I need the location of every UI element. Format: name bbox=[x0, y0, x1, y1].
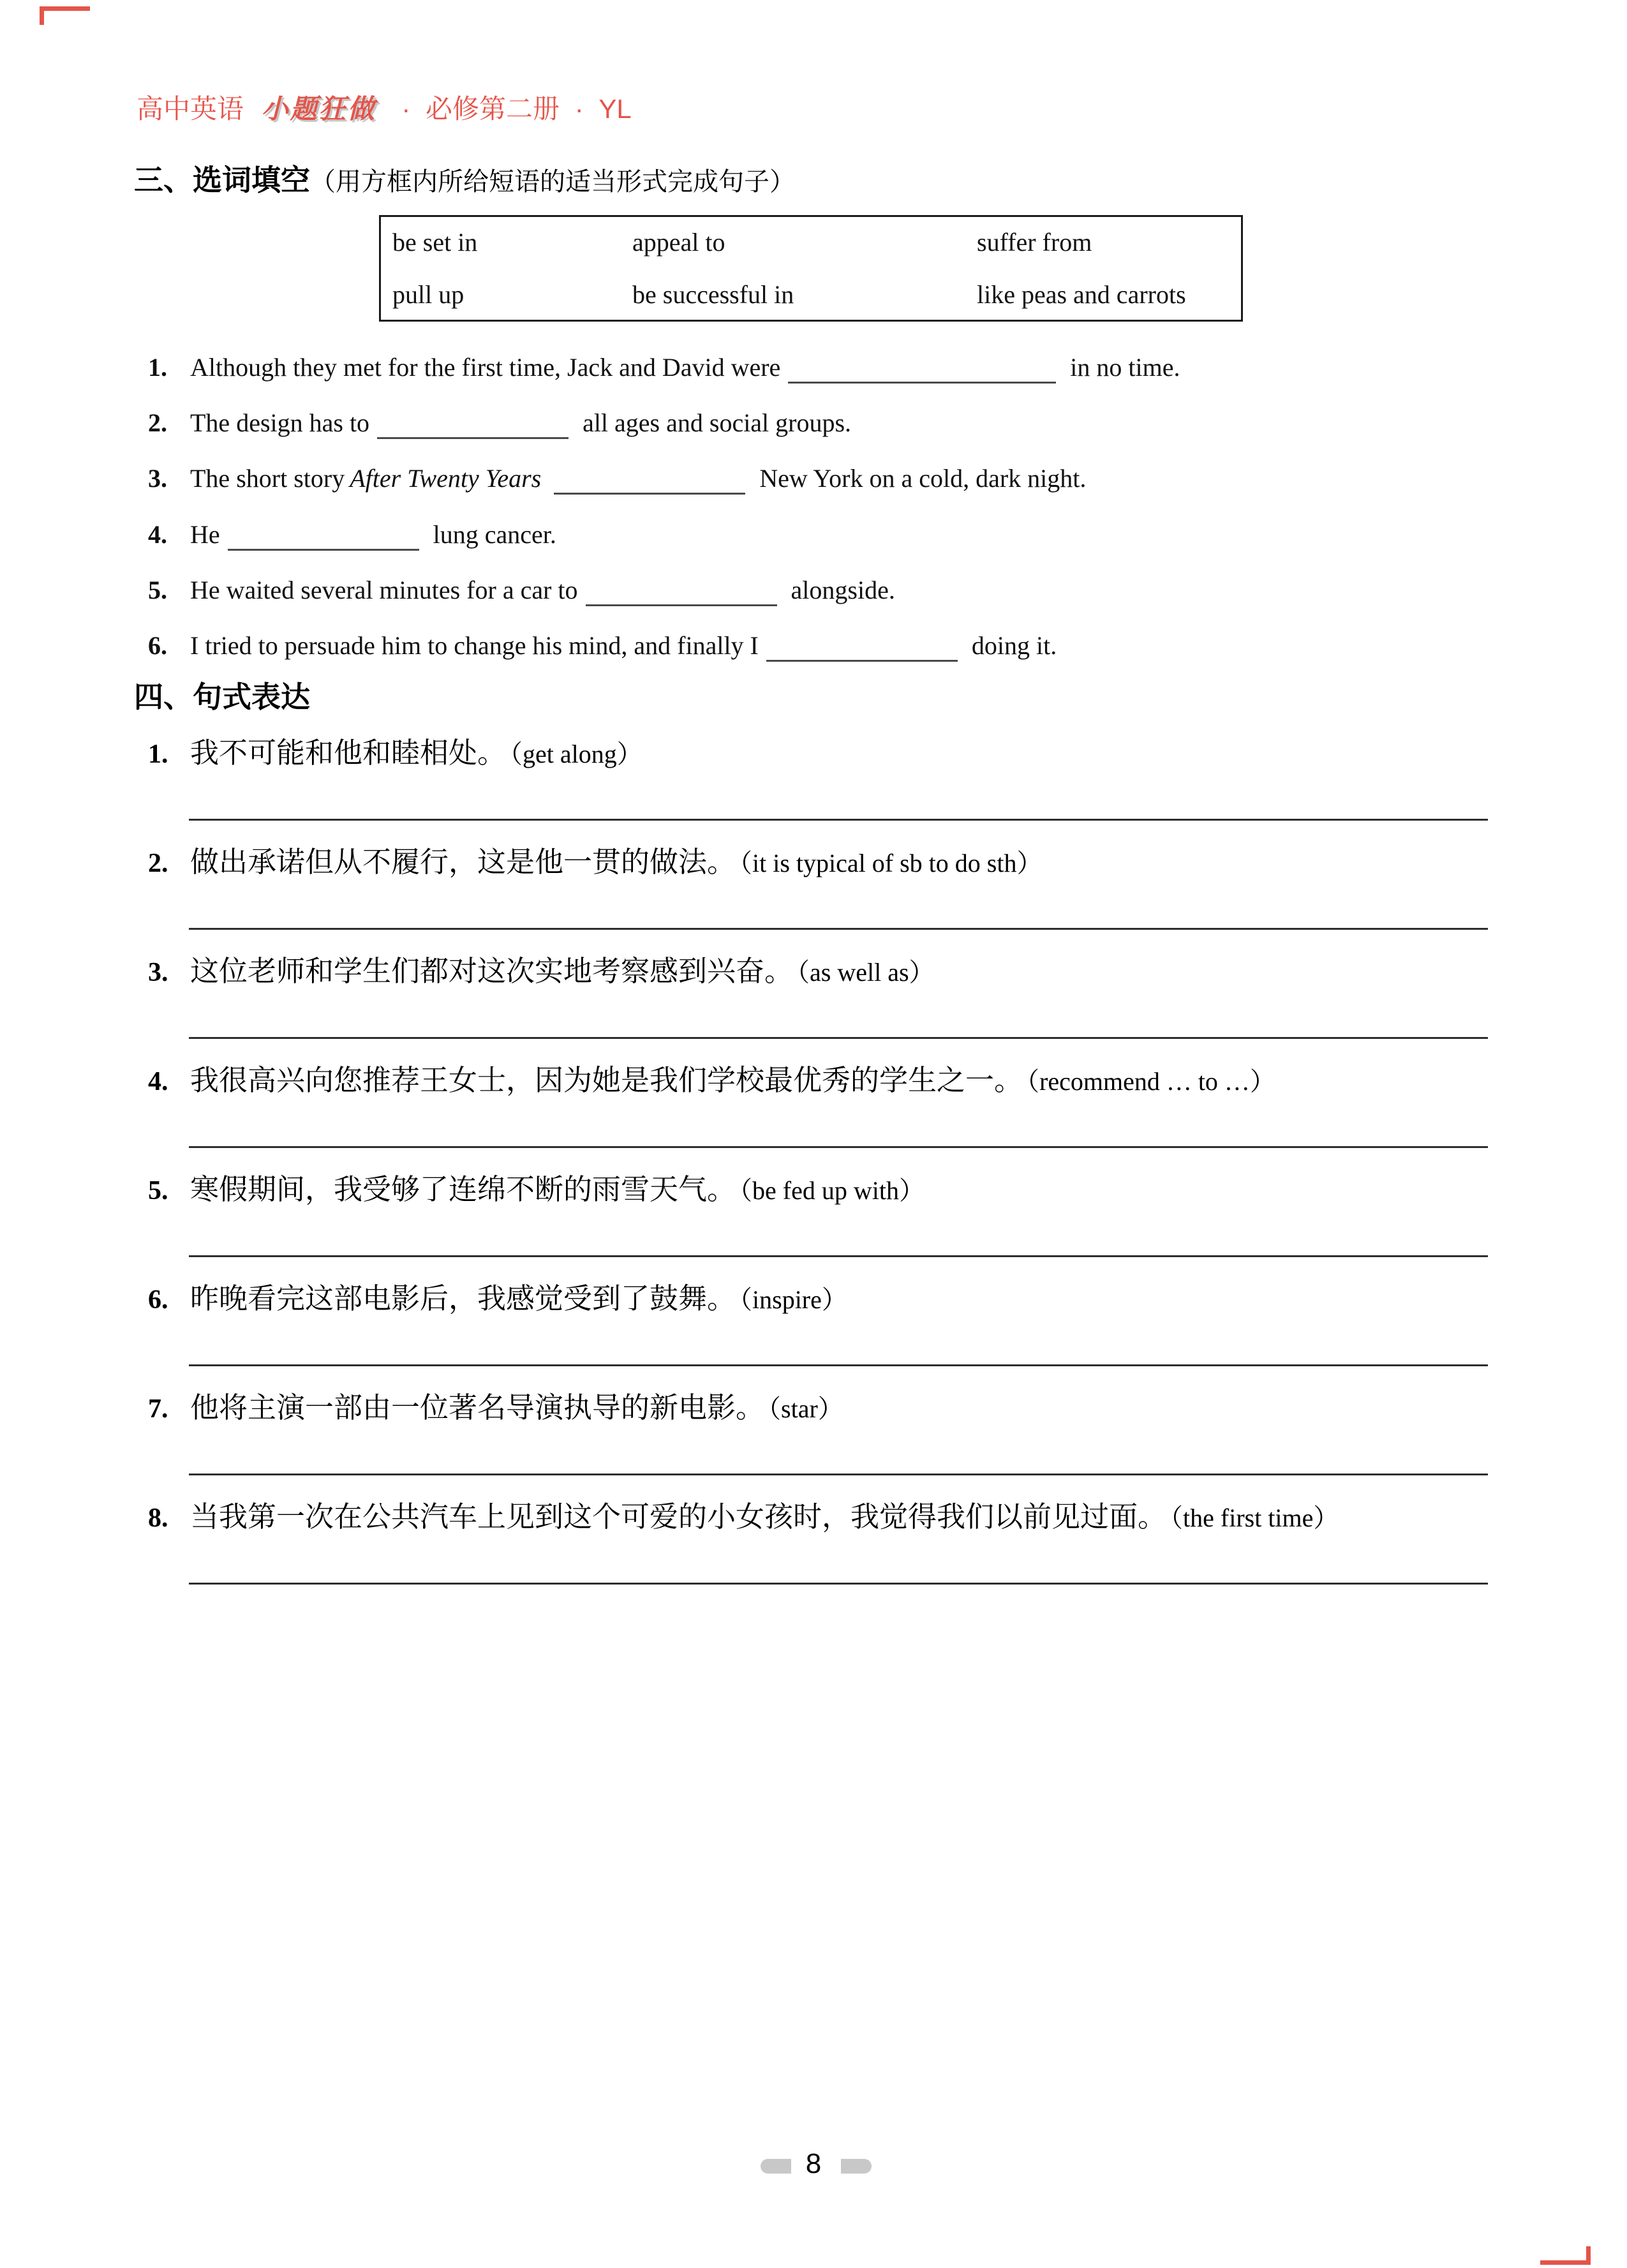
exercise-item bbox=[148, 519, 556, 551]
exercise-item bbox=[148, 1057, 1275, 1098]
item-text: in no time. bbox=[1064, 353, 1180, 382]
exercise-item bbox=[148, 1275, 847, 1317]
answer-line bbox=[189, 928, 1488, 930]
exercise-item bbox=[148, 839, 1042, 880]
item-number: 6. bbox=[148, 631, 167, 660]
item-text: 当我第一次在公共汽车上见到这个可爱的小女孩时，我觉得我们以前见过面。 bbox=[190, 1501, 1167, 1533]
brand-logo: 小题狂做 bbox=[261, 94, 376, 124]
footer-right-pill bbox=[841, 2159, 872, 2174]
item-text: lung cancer. bbox=[426, 520, 556, 549]
exercise-item bbox=[148, 630, 1057, 662]
answer-line bbox=[189, 1583, 1488, 1585]
blank-line bbox=[377, 413, 568, 439]
header-brand: 高中英语 bbox=[137, 94, 244, 124]
italic-title-text: After Twenty Years bbox=[350, 464, 542, 493]
crop-mark-bottom-right bbox=[1540, 2246, 1591, 2265]
item-number: 6. bbox=[148, 1285, 168, 1315]
item-hint: （star） bbox=[768, 1394, 843, 1423]
answer-line bbox=[189, 1146, 1488, 1148]
blank-line bbox=[554, 468, 745, 495]
blank-line bbox=[586, 580, 777, 606]
item-number: 4. bbox=[148, 1067, 168, 1096]
item-number: 2. bbox=[148, 408, 167, 437]
exercise-item bbox=[148, 1166, 925, 1207]
item-text: 这位老师和学生们都对这次实地考察感到兴奋。 bbox=[190, 955, 794, 987]
item-text: I tried to persuade him to change his mind, and finally I bbox=[190, 631, 759, 660]
word-bank-box bbox=[379, 215, 1243, 322]
answer-line bbox=[189, 1364, 1488, 1366]
item-number: 5. bbox=[148, 1176, 168, 1205]
item-text: He bbox=[190, 520, 220, 549]
header-edition: YL bbox=[598, 94, 632, 124]
section3-title bbox=[134, 157, 795, 199]
item-text: Although they met for the first time, Jack and David were bbox=[190, 353, 781, 382]
item-hint: （recommend … to …） bbox=[1027, 1067, 1275, 1096]
crop-mark-top-left bbox=[40, 6, 90, 25]
item-text: 我很高兴向您推荐王女士，因为她是我们学校最优秀的学生之一。 bbox=[190, 1064, 1023, 1096]
exercise-item bbox=[148, 408, 851, 439]
word-bank-phrase: pull up bbox=[392, 280, 464, 309]
item-number: 2. bbox=[148, 849, 168, 878]
exercise-item bbox=[148, 1384, 843, 1426]
word-bank-phrase: like peas and carrots bbox=[977, 280, 1186, 309]
item-number: 5. bbox=[148, 576, 167, 604]
section3-title-text: 三、选词填空 bbox=[134, 163, 310, 197]
item-text: New York on a cold, dark night. bbox=[753, 464, 1087, 493]
blank-line bbox=[788, 357, 1056, 384]
exercise-item bbox=[148, 948, 935, 989]
item-text: doing it. bbox=[965, 631, 1057, 660]
item-number: 4. bbox=[148, 520, 167, 549]
page-number: 8 bbox=[805, 2148, 822, 2179]
item-hint: （as well as） bbox=[797, 958, 935, 987]
section4-title bbox=[134, 674, 310, 716]
word-bank-phrase: appeal to bbox=[632, 228, 725, 257]
word-bank-phrase: be set in bbox=[392, 228, 478, 257]
exercise-item bbox=[148, 1493, 1339, 1535]
section4-title-text: 四、句式表达 bbox=[134, 680, 310, 713]
item-text: The short story bbox=[190, 464, 345, 493]
item-text: 他将主演一部由一位著名导演执导的新电影。 bbox=[190, 1392, 765, 1424]
item-number: 1. bbox=[148, 740, 168, 769]
item-hint: （inspire） bbox=[739, 1285, 847, 1314]
exercise-item bbox=[148, 729, 643, 771]
item-hint: （be fed up with） bbox=[739, 1176, 925, 1205]
item-number: 8. bbox=[148, 1503, 168, 1533]
item-text: 寒假期间，我受够了连绵不断的雨雪天气。 bbox=[190, 1174, 736, 1205]
item-text: He waited several minutes for a car to bbox=[190, 576, 578, 604]
item-number: 7. bbox=[148, 1394, 168, 1424]
blank-line bbox=[766, 636, 958, 662]
header-separator: · bbox=[401, 94, 411, 124]
item-text: 做出承诺但从不履行，这是他一贯的做法。 bbox=[190, 846, 736, 878]
item-text: 昨晚看完这部电影后，我感觉受到了鼓舞。 bbox=[190, 1283, 736, 1315]
answer-line bbox=[189, 1473, 1488, 1475]
exercise-item bbox=[148, 352, 1180, 384]
page-header bbox=[137, 93, 632, 125]
answer-line bbox=[189, 1255, 1488, 1257]
word-bank-phrase: be successful in bbox=[632, 280, 794, 309]
header-volume: 必修第二册 bbox=[426, 94, 560, 124]
item-text: The design has to bbox=[190, 408, 370, 437]
item-number: 3. bbox=[148, 464, 167, 493]
item-hint: （it is typical of sb to do sth） bbox=[739, 849, 1043, 877]
item-number: 3. bbox=[148, 958, 168, 987]
header-separator: · bbox=[574, 94, 584, 124]
word-bank-phrase: suffer from bbox=[977, 228, 1092, 257]
item-text: alongside. bbox=[784, 576, 895, 604]
section3-subtitle: （用方框内所给短语的适当形式完成句子） bbox=[310, 167, 795, 196]
item-text: all ages and social groups. bbox=[576, 408, 852, 437]
item-number: 1. bbox=[148, 353, 167, 382]
item-text: 我不可能和他和睦相处。 bbox=[190, 737, 507, 769]
item-hint: （get along） bbox=[510, 740, 643, 768]
answer-line bbox=[189, 1037, 1488, 1039]
exercise-item bbox=[148, 575, 895, 606]
exercise-item bbox=[148, 463, 1086, 495]
item-hint: （the first time） bbox=[1170, 1503, 1339, 1532]
answer-line bbox=[189, 819, 1488, 821]
blank-line bbox=[228, 525, 419, 551]
